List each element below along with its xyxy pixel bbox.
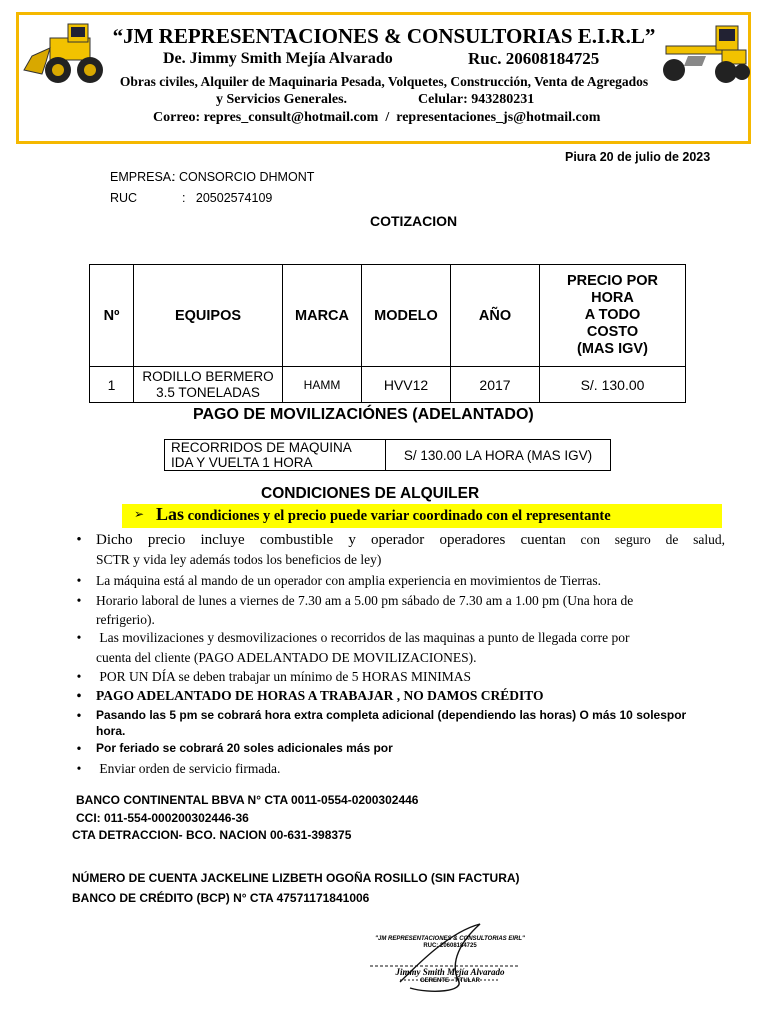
cell-marca: HAMM: [283, 367, 362, 403]
bank-line-2: CCI: 011-554-000200302446-36: [76, 811, 249, 825]
bullet-icon: •: [76, 669, 82, 684]
stamp-name: Jimmy Smith Mejía Alvarado: [395, 967, 505, 977]
document-date: Piura 20 de julio de 2023: [565, 150, 711, 164]
bullet-icon: •: [76, 532, 82, 548]
services-line-1: Obras civiles, Alquiler de Maquinaria Pesada, Volquetes, Construcción, Venta de Agregados: [119, 74, 649, 89]
cell-equipo-line-1: RODILLO BERMERO: [142, 368, 274, 384]
mobilization-title: PAGO DE MOVILIZACIÓNES (ADELANTADO): [193, 406, 534, 423]
bank-line-3: CTA DETRACCION- BCO. NACION 00-631-398375: [72, 828, 352, 842]
header-precio-line-4: COSTO: [586, 324, 639, 340]
table-row: [90, 367, 686, 403]
list-item-text: Por feriado se cobrará 20 soles adicionales más por: [96, 741, 393, 755]
list-item: [75, 741, 725, 755]
list-item: [75, 761, 725, 777]
bank-line-1: BANCO CONTINENTAL BBVA N° CTA 0011-0554-0200302446: [76, 793, 419, 807]
list-item-text: POR UN DÍA se deben trabajar un mínimo de 5 HORAS MINIMAS: [96, 669, 471, 684]
mobilization-desc-line-2: IDA Y VUELTA 1 HORA: [171, 455, 313, 470]
bullet-icon: •: [76, 573, 82, 588]
list-item: [75, 669, 725, 685]
bullet-icon: •: [76, 630, 82, 645]
cell-precio: S/. 130.00: [540, 367, 686, 403]
stamp-role: GERENTE - TITULAR: [420, 978, 480, 984]
email-1[interactable]: repres_consult@hotmail.com: [203, 110, 379, 125]
client-ruc-value: : 20502574109: [182, 191, 273, 205]
mobilization-desc: [165, 440, 386, 471]
list-item: [75, 630, 725, 646]
list-item-text: Horario laboral de lunes a viernes de 7.30 am a 5.00 pm sábado de 7.30 am a 1.00 pm (Una hora de: [96, 593, 634, 608]
list-item-text: refrigerio).: [96, 612, 155, 627]
list-item: [75, 688, 725, 704]
email-separator: /: [385, 110, 390, 125]
email-label: Correo:: [153, 110, 201, 125]
list-item-text: PAGO ADELANTADO DE HORAS A TRABAJAR , NO DAMOS CRÉDITO: [96, 688, 544, 703]
stamp-ruc: RUC: 20608184725: [423, 943, 477, 949]
mobilization-table: [164, 439, 611, 471]
bullet-icon: •: [76, 761, 82, 776]
header-num: Nº: [90, 265, 134, 367]
quote-table: [89, 264, 686, 403]
conditions-highlight: [122, 504, 722, 528]
document-title: COTIZACION: [370, 213, 458, 229]
phone-number: Celular: 943280231: [418, 92, 535, 107]
bullet-icon: •: [76, 593, 82, 608]
bullet-icon: •: [76, 708, 82, 722]
table-header-row: [90, 265, 686, 367]
header-marca: MARCA: [283, 265, 362, 367]
bullet-icon: •: [76, 741, 82, 755]
list-item: [75, 593, 725, 609]
conditions-title: CONDICIONES DE ALQUILER: [261, 485, 480, 502]
owner-name: De. Jimmy Smith Mejía Alvarado: [163, 50, 393, 67]
list-item-text: Enviar orden de servicio firmada.: [96, 761, 281, 776]
cell-num: 1: [90, 367, 134, 403]
table-row: [165, 440, 611, 471]
bullet-icon: •: [76, 688, 82, 703]
list-item-text: SCTR y vida ley además todos los beneficios de ley): [96, 552, 382, 567]
list-item-continuation: [75, 552, 725, 568]
header-precio-line-2: HORA: [591, 290, 634, 306]
list-item-text: Dicho precio incluye combustible y operador operadores cuent: [96, 532, 553, 548]
list-item: [75, 573, 725, 589]
header-anio: AÑO: [451, 265, 540, 367]
company-name: “JM REPRESENTACIONES & CONSULTORIAS E.I.R.L”: [112, 24, 656, 48]
cell-equipo: [134, 367, 283, 403]
header-precio-line-3: A TODO: [584, 307, 641, 323]
highlight-text: [156, 504, 611, 525]
bank-line-5: BANCO DE CRÉDITO (BCP) N° CTA 47571171841006: [72, 891, 370, 905]
header-precio-line-5: (MAS IGV): [577, 341, 648, 357]
cell-equipo-line-2: 3.5 TONELADAS: [156, 384, 260, 400]
list-item-continuation: [75, 612, 725, 628]
header-precio: [540, 265, 686, 367]
list-item-continuation: [75, 724, 725, 738]
company-ruc: Ruc. 20608184725: [468, 49, 600, 68]
email-line: [153, 110, 600, 126]
header-modelo: MODELO: [362, 265, 451, 367]
mobilization-desc-line-1: RECORRIDOS DE MAQUINA: [171, 440, 352, 455]
list-item-continuation: [75, 650, 725, 666]
client-company-value: : CONSORCIO DHMONT: [172, 170, 315, 184]
highlight-big: Las: [156, 504, 185, 524]
email-2[interactable]: representaciones_js@hotmail.com: [396, 110, 601, 125]
list-item: [75, 530, 725, 550]
header-equipos: EQUIPOS: [134, 265, 283, 367]
cell-anio: 2017: [451, 367, 540, 403]
highlight-rest: condiciones y el precio puede variar coordinado con el representante: [184, 508, 611, 524]
client-company-label: EMPRESA.: [110, 170, 175, 184]
header-precio-line-1: PRECIO POR: [566, 273, 659, 289]
cell-modelo: HVV12: [362, 367, 451, 403]
list-item-text: Pasando las 5 pm se cobrará hora extra completa adicional (dependiendo las horas) O más 10 solespor: [96, 708, 687, 722]
arrow-bullet-icon: ➢: [134, 507, 145, 521]
stamp-company: "JM REPRESENTACIONES & CONSULTORIAS EIRL": [375, 936, 525, 942]
signature-stamp: [340, 922, 540, 1012]
mobilization-price: S/ 130.00 LA HORA (MAS IGV): [386, 440, 611, 471]
list-item-text: La máquina está al mando de un operador con amplia experiencia en movimientos de Tierras.: [96, 573, 601, 588]
bank-line-4: NÚMERO DE CUENTA JACKELINE LIZBETH OGOÑA ROSILLO (SIN FACTURA): [72, 871, 520, 885]
list-item-text-cont: an con seguro de salud,: [552, 532, 726, 547]
list-item-text: cuenta del cliente (PAGO ADELANTADO DE MOVILIZACIONES).: [96, 650, 477, 665]
list-item-text: Las movilizaciones y desmovilizaciones o recorridos de las maquinas a punto de llegada corre por: [96, 630, 630, 645]
client-ruc-label: RUC: [110, 191, 138, 205]
services-line-2: y Servicios Generales.: [216, 92, 348, 107]
list-item: [75, 708, 725, 722]
list-item-text: hora.: [96, 724, 126, 738]
